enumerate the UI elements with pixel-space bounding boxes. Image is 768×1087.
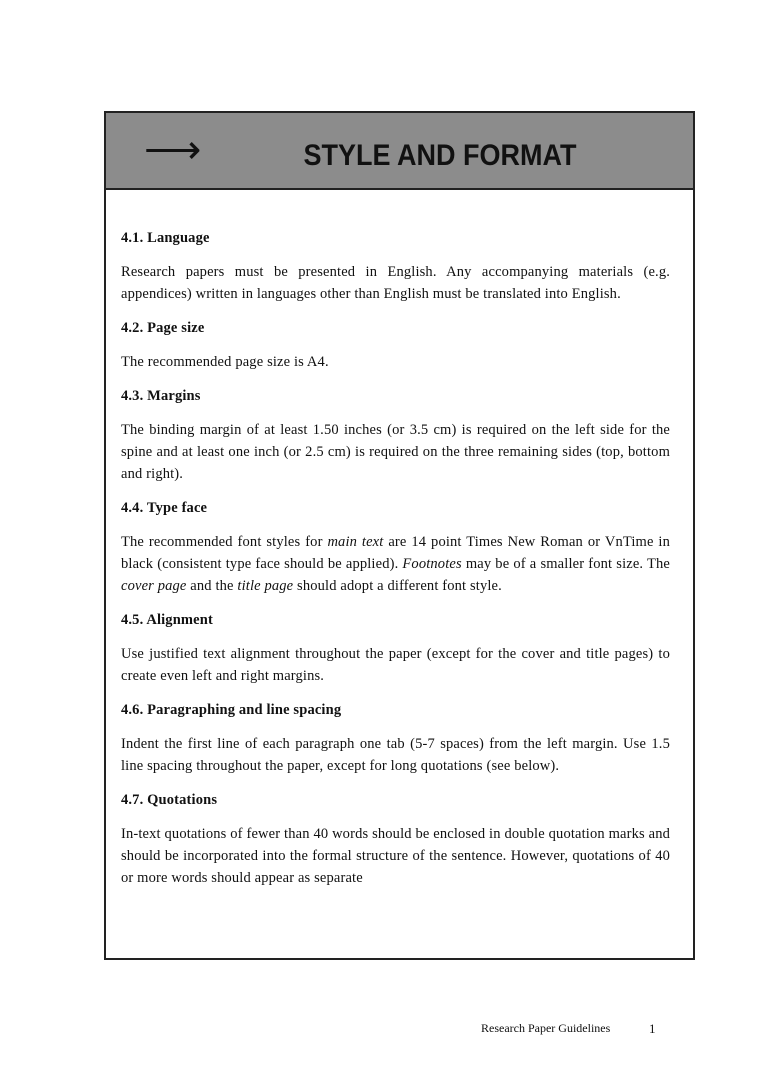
heading-paragraphing: 4.6. Paragraphing and line spacing <box>121 702 342 718</box>
text: are 14 point Times New Roman or VnTime in black (consistent type face should be applied). <box>121 534 671 572</box>
heading-quotations: 4.7. Quotations <box>121 792 218 808</box>
paragraph-quotations: In-text quotations of fewer than 40 words should be enclosed in double quotation marks and should be incorporated into the formal structure of the sentence. However, quotations of 40 or more words should appear as separate <box>121 826 670 886</box>
heading-alignment: 4.5. Alignment <box>121 612 213 628</box>
document-body <box>121 227 670 901</box>
emphasis: main text <box>327 534 384 550</box>
page-title: STYLE AND FORMAT <box>303 139 577 172</box>
emphasis: title page <box>237 578 294 594</box>
heading-language: 4.1. Language <box>121 230 210 246</box>
heading-page-size: 4.2. Page size <box>121 320 205 336</box>
heading-type-face: 4.4. Type face <box>121 500 208 516</box>
paragraph-alignment: Use justified text alignment throughout the paper (except for the cover and title pages) to create even left and right margins. <box>121 646 670 684</box>
emphasis: cover page <box>121 578 187 594</box>
paragraph-type-face <box>121 531 670 597</box>
paragraph-language: Research papers must be presented in English. Any accompanying materials (e.g. appendices) written in languages other than English must be translated into English. <box>121 264 670 302</box>
text: may be of a smaller font size. The <box>461 556 670 572</box>
paragraph-page-size: The recommended page size is A4. <box>121 354 329 370</box>
text: The recommended font styles for <box>121 534 328 550</box>
heading-margins: 4.3. Margins <box>121 388 201 404</box>
page-number: 1 <box>649 1021 656 1036</box>
section-header-band <box>106 113 693 190</box>
emphasis: Footnotes <box>402 556 462 572</box>
footer-title: Research Paper Guidelines <box>481 1021 611 1035</box>
paragraph-paragraphing: Indent the first line of each paragraph one tab (5-7 spaces) from the left margin. Use 1.5 line spacing throughout the paper, except for long quotations (see below). <box>121 736 670 774</box>
text: should adopt a different font style. <box>293 578 502 594</box>
arrow-icon: ⟶ <box>144 127 202 173</box>
paragraph-margins: The binding margin of at least 1.50 inches (or 3.5 cm) is required on the left side for the spine and at least one inch (or 2.5 cm) is required on the three remaining sides (top, bottom and right). <box>121 422 670 482</box>
text: and the <box>186 578 238 594</box>
